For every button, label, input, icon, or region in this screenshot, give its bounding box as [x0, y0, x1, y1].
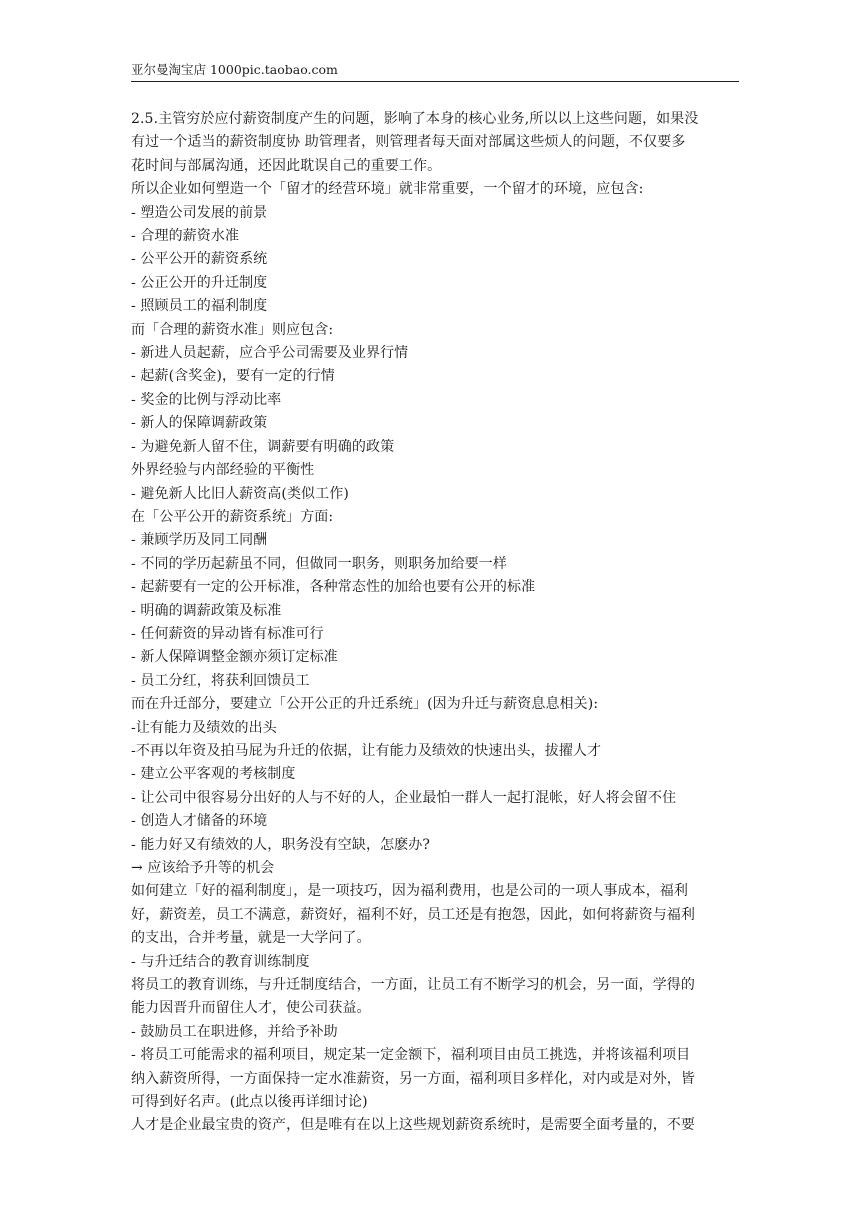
text-line: - 新进人员起薪，应合乎公司需要及业界行情 — [131, 345, 409, 362]
text-line: - 照顾员工的福利制度 — [131, 298, 268, 315]
text-line: -不再以年资及拍马屁为升迁的依据，让有能力及绩效的快速出头，拔擢人才 — [131, 742, 602, 759]
text-line: 有过一个适当的薪资制度协 助管理者，则管理者每天面对部属这些烦人的问题，不仅要多 — [131, 134, 686, 151]
text-line: - 塑造公司发展的前景 — [131, 204, 268, 221]
text-line: 在「公平公开的薪资系统」方面: — [131, 508, 334, 525]
text-line: - 新人的保障调薪政策 — [131, 415, 268, 432]
text-line: - 不同的学历起薪虽不同，但做同一职务，则职务加给要一样 — [131, 555, 507, 572]
text-line: - 起薪要有一定的公开标准，各种常态性的加给也要有公开的标准 — [131, 579, 536, 596]
text-line: - 建立公平客观的考核制度 — [131, 766, 296, 783]
text-line: 2.5.主管穷於应付薪资制度产生的问题，影响了本身的核心业务,所以以上这些问题，如果没 — [131, 111, 699, 127]
text-line: 花时间与部属沟通，还因此耽误自己的重要工作。 — [131, 157, 442, 174]
text-line: 外界经验与内部经验的平衡性 — [131, 462, 315, 479]
text-line: 而「合理的薪资水准」则应包含: — [131, 321, 334, 338]
text-line: - 为避免新人留不住，调薪要有明确的政策 — [131, 438, 395, 455]
text-line: - 起薪(含奖金)，要有一定的行情 — [131, 368, 335, 385]
text-line: -让有能力及绩效的出头 — [131, 719, 277, 736]
text-line: 所以企业如何塑造一个「留才的经营环境」就非常重要，一个留才的环境，应包含: — [131, 181, 644, 198]
text-line: - 合理的薪资水准 — [131, 228, 240, 245]
text-line: - 公平公开的薪资系统 — [131, 251, 268, 268]
text-line: - 新人保障调整金额亦须订定标准 — [131, 649, 338, 666]
text-line: 如何建立「好的福利制度」，是一项技巧，因为福利费用，也是公司的一项人事成本，福利 — [131, 883, 688, 900]
text-line: - 明确的调薪政策及标准 — [131, 602, 282, 619]
document-body — [131, 108, 741, 1138]
text-line: - 兼顾学历及同工同酬 — [131, 532, 268, 549]
text-line: 能力因晋升而留住人才，使公司获益。 — [131, 1000, 371, 1017]
text-line: 可得到好名声。(此点以後再详细讨论) — [131, 1094, 368, 1111]
text-line: 纳入薪资所得，一方面保持一定水准薪资，另一方面，福利项目多样化，对内或是对外，皆 — [131, 1070, 695, 1087]
text-line: 好，薪资差，员工不满意，薪资好，福利不好，员工还是有抱怨，因此，如何将薪资与福利 — [131, 906, 695, 923]
text-line: - 避免新人比旧人薪资高(类似工作) — [131, 485, 349, 502]
text-line: → 应该给予升等的机会 — [131, 860, 275, 876]
text-line: 将员工的教育训练，与升迁制度结合，一方面，让员工有不断学习的机会，另一面，学得的 — [131, 977, 695, 994]
text-line: 的支出，合并考量，就是一大学问了。 — [131, 930, 371, 947]
text-line: - 员工分红，将获利回馈员工 — [131, 672, 310, 689]
text-line: - 与升迁结合的教育训练制度 — [131, 953, 310, 970]
text-line: - 能力好又有绩效的人，职务没有空缺，怎麽办? — [131, 836, 430, 853]
page-header: 亚尔曼淘宝店 1000pic.taobao.com — [131, 62, 739, 82]
text-line: - 奖金的比例与浮动比率 — [131, 391, 282, 408]
text-line: 而在升迁部分，要建立「公开公正的升迁系统」(因为升迁与薪资息息相关): — [131, 696, 599, 713]
text-line: - 鼓励员工在职进修，并给予补助 — [131, 1023, 338, 1040]
text-line: - 任何薪资的异动皆有标准可行 — [131, 625, 324, 642]
text-line: - 创造人才储备的环境 — [131, 813, 268, 830]
text-line: - 将员工可能需求的福利项目，规定某一定金额下，福利项目由员工挑选，并将该福利项目 — [131, 1047, 691, 1064]
text-line: - 公正公开的升迁制度 — [131, 274, 268, 291]
text-line: 人才是企业最宝贵的资产，但是唯有在以上这些规划薪资系统时，是需要全面考量的，不要 — [131, 1117, 695, 1134]
text-line: - 让公司中很容易分出好的人与不好的人，企业最怕一群人一起打混帐，好人将会留不住 — [131, 789, 677, 806]
